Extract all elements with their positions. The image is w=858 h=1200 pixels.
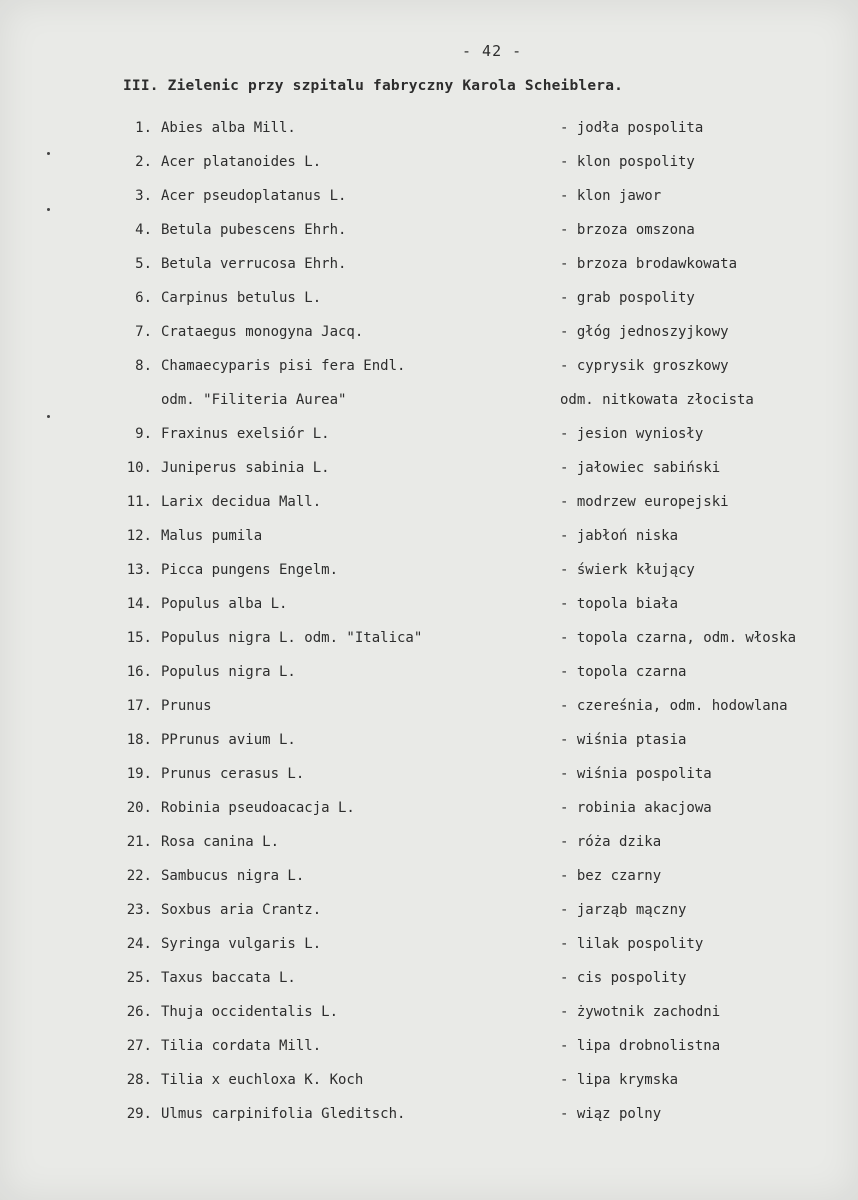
polish-name: - modrzew europejski (560, 494, 729, 510)
latin-name: Tilia x euchloxa K. Koch (161, 1072, 364, 1088)
latin-name: Prunus (161, 698, 212, 714)
entry-number: 5. (135, 256, 152, 272)
entry-number: 13. (126, 562, 152, 578)
polish-name: - czereśnia, odm. hodowlana (560, 698, 788, 714)
list-item (0, 1035, 858, 1069)
entry-number: 24. (126, 936, 152, 952)
entry-number: 25. (126, 970, 152, 986)
latin-name: Chamaecyparis pisi fera Endl. (161, 358, 406, 374)
latin-name: Juniperus sabinia L. (161, 460, 330, 476)
latin-name: Tilia cordata Mill. (161, 1038, 322, 1054)
entry-number: 20. (126, 800, 152, 816)
polish-name: - świerk kłujący (560, 562, 695, 578)
latin-name: Betula pubescens Ehrh. (161, 222, 347, 238)
list-item (0, 185, 858, 219)
polish-name: - wiśnia pospolita (560, 766, 712, 782)
entry-number: 10. (126, 460, 152, 476)
list-item (0, 287, 858, 321)
entry-number: 21. (126, 834, 152, 850)
entry-number: 6. (135, 290, 152, 306)
list-item (0, 933, 858, 967)
polish-name: - robinia akacjowa (560, 800, 712, 816)
list-item (0, 219, 858, 253)
list-item (0, 389, 858, 423)
entry-number: 17. (126, 698, 152, 714)
list-item (0, 661, 858, 695)
latin-name: Betula verrucosa Ehrh. (161, 256, 347, 272)
list-item (0, 627, 858, 661)
latin-name: Robinia pseudoacacja L. (161, 800, 355, 816)
latin-name: Ulmus carpinifolia Gleditsch. (161, 1106, 406, 1122)
list-item (0, 899, 858, 933)
page-number: - 42 - (462, 42, 523, 60)
polish-name: - brzoza omszona (560, 222, 695, 238)
latin-name: Syringa vulgaris L. (161, 936, 322, 952)
polish-name: - wiąz polny (560, 1106, 662, 1122)
list-item (0, 457, 858, 491)
polish-name: - lilak pospolity (560, 936, 704, 952)
latin-name: Crataegus monogyna Jacq. (161, 324, 364, 340)
entry-number: 26. (126, 1004, 152, 1020)
entry-number: 15. (126, 630, 152, 646)
list-item (0, 763, 858, 797)
latin-name: Sambucus nigra L. (161, 868, 305, 884)
list-item (0, 253, 858, 287)
polish-name: odm. nitkowata złocista (560, 392, 754, 408)
polish-name: - żywotnik zachodni (560, 1004, 721, 1020)
latin-name: Populus nigra L. odm. "Italica" (161, 630, 423, 646)
polish-name: - lipa drobnolistna (560, 1038, 721, 1054)
latin-name: Picca pungens Engelm. (161, 562, 339, 578)
latin-name: Acer platanoides L. (161, 154, 322, 170)
latin-name: Taxus baccata L. (161, 970, 296, 986)
polish-name: - grab pospolity (560, 290, 695, 306)
latin-name: Rosa canina L. (161, 834, 280, 850)
polish-name: - topola biała (560, 596, 679, 612)
entry-number: 1. (135, 120, 152, 136)
list-item (0, 831, 858, 865)
latin-name: Larix decidua Mall. (161, 494, 322, 510)
list-item (0, 797, 858, 831)
entry-number: 28. (126, 1072, 152, 1088)
polish-name: - wiśnia ptasia (560, 732, 687, 748)
entry-number: 22. (126, 868, 152, 884)
entry-number: 19. (126, 766, 152, 782)
latin-name: Prunus cerasus L. (161, 766, 305, 782)
list-item (0, 593, 858, 627)
polish-name: - topola czarna (560, 664, 687, 680)
entry-number: 3. (135, 188, 152, 204)
polish-name: - klon jawor (560, 188, 662, 204)
polish-name: - cyprysik groszkowy (560, 358, 729, 374)
polish-name: - jabłoń niska (560, 528, 679, 544)
entry-number: 4. (135, 222, 152, 238)
polish-name: - klon pospolity (560, 154, 695, 170)
entry-number: 2. (135, 154, 152, 170)
entry-number: 7. (135, 324, 152, 340)
list-item (0, 1103, 858, 1137)
polish-name: - jodła pospolita (560, 120, 704, 136)
entry-number: 14. (126, 596, 152, 612)
list-item (0, 729, 858, 763)
polish-name: - głóg jednoszyjkowy (560, 324, 729, 340)
entry-number: 18. (126, 732, 152, 748)
list-item (0, 321, 858, 355)
latin-name: Thuja occidentalis L. (161, 1004, 339, 1020)
section-heading: III. Zielenic przy szpitalu fabryczny Karola Scheiblera. (123, 78, 624, 94)
entry-number: 23. (126, 902, 152, 918)
latin-name: Populus nigra L. (161, 664, 296, 680)
latin-name: odm. "Filiteria Aurea" (161, 392, 347, 408)
species-list (0, 117, 858, 1137)
polish-name: - cis pospolity (560, 970, 687, 986)
polish-name: - jarząb mączny (560, 902, 687, 918)
entry-number: 27. (126, 1038, 152, 1054)
list-item (0, 1001, 858, 1035)
latin-name: PPrunus avium L. (161, 732, 296, 748)
polish-name: - róża dzika (560, 834, 662, 850)
entry-number: 11. (126, 494, 152, 510)
polish-name: - brzoza brodawkowata (560, 256, 738, 272)
entry-number: 16. (126, 664, 152, 680)
latin-name: Acer pseudoplatanus L. (161, 188, 347, 204)
list-item (0, 491, 858, 525)
polish-name: - bez czarny (560, 868, 662, 884)
polish-name: - topola czarna, odm. włoska (560, 630, 797, 646)
latin-name: Carpinus betulus L. (161, 290, 322, 306)
entry-number: 12. (126, 528, 152, 544)
list-item (0, 525, 858, 559)
entry-number: 8. (135, 358, 152, 374)
list-item (0, 151, 858, 185)
list-item (0, 1069, 858, 1103)
entry-number: 9. (135, 426, 152, 442)
latin-name: Malus pumila (161, 528, 263, 544)
latin-name: Abies alba Mill. (161, 120, 296, 136)
list-item (0, 967, 858, 1001)
list-item (0, 695, 858, 729)
list-item (0, 117, 858, 151)
polish-name: - jałowiec sabiński (560, 460, 721, 476)
latin-name: Fraxinus exelsiór L. (161, 426, 330, 442)
latin-name: Populus alba L. (161, 596, 288, 612)
list-item (0, 355, 858, 389)
list-item (0, 559, 858, 593)
list-item (0, 423, 858, 457)
list-item (0, 865, 858, 899)
entry-number: 29. (126, 1106, 152, 1122)
latin-name: Soxbus aria Crantz. (161, 902, 322, 918)
polish-name: - lipa krymska (560, 1072, 679, 1088)
polish-name: - jesion wyniosły (560, 426, 704, 442)
